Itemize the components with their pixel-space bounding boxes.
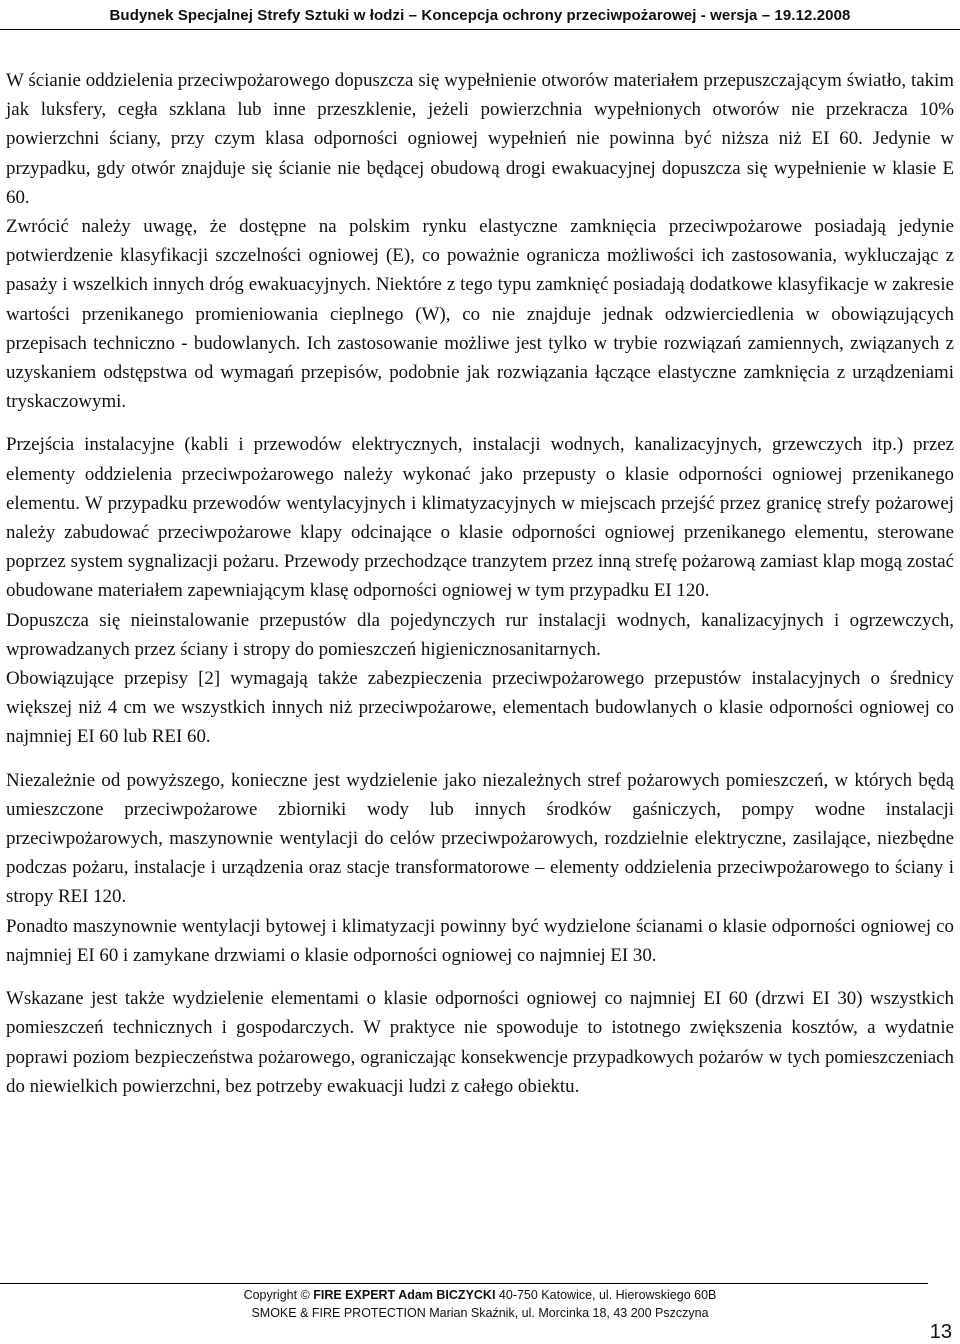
page-footer — [0, 1286, 960, 1322]
paragraph-flexible-closures: Zwrócić należy uwagę, że dostępne na polskim rynku elastyczne zamknięcia przeciwpożarowe posiadają jedynie potwierdzenie klasyfikacji szczelności ogniowej (E), co poważnie ogranicza możliwości ich zastosowania, wykluczając z pasaży i wszelkich innych dróg ewakuacyjnych. Niektóre z tego typu zamknięć posiadają dodatkowe klasyfikacje w zakresie wartości przenikanego promieniowania cieplnego (W), co nie znajduje jednak odzwierciedlenia w obowiązujących przepisach techniczno - budowlanych. Ich zastosowanie możliwe jest tylko w trybie rozwiązań zamiennych, związanych z uzyskaniem odstępstwa od wymagań przepisów, podobnie jak rozwiązania łączące elastyczne zamknięcia z urządzeniami tryskaczowymi. — [6, 216, 954, 413]
paragraph-single-pipes: Dopuszcza się nieinstalowanie przepustów dla pojedynczych rur instalacji wodnych, kanalizacyjnych i ogrzewczych, wprowadzanych przez ściany i stropy do pomieszczeń higienicznosanitarnych. — [6, 609, 954, 660]
footer-second-line: SMOKE & FIRE PROTECTION Marian Skaźnik, ul. Morcinka 18, 43 200 Pszczyna — [251, 1306, 709, 1320]
footer-copyright-line — [0, 1286, 960, 1304]
header-divider — [0, 29, 960, 30]
paragraph-installation-penetrations: Przejścia instalacyjne (kabli i przewodów elektrycznych, instalacji wodnych, kanalizacyjnych, grzewczych itp.) przez elementy oddzielenia przeciwpożarowego należy wykonać jako przepusty o klasie odporności ogniowej przenikanego elementu. W przypadku przewodów wentylacyjnych i klimatyzacyjnych w miejscach przejść przez granicę strefy pożarowej należy zabudować przeciwpożarowe klapy odcinające o klasie odporności ogniowej przenikanego elementu, sterowane poprzez system sygnalizacji pożaru. Przewody przechodzące tranzytem przez inną strefę pożarową zamiast klap mogą zostać obudowane materiałem zapewniającym klasę odporności ogniowej w tym przypadku EI 120. — [6, 434, 954, 602]
paragraph-technical-rooms: Wskazane jest także wydzielenie elementami o klasie odporności ogniowej co najmniej EI 60 (drzwi EI 30) wszystkich pomieszczeń technicznych i gospodarczych. W praktyce nie spowoduje to istotnego zwiększenia kosztów, a wydatnie poprawi poziom bezpieczeństwa pożarowego, ograniczając konsekwencje przypadkowych pożarów w tych pomieszczeniach do niewielkich powierzchni, bez potrzeby ewakuacji ludzi z całego obiektu. — [6, 988, 954, 1097]
page-number: 13 — [929, 1321, 952, 1343]
footer-company-name: FIRE EXPERT Adam BICZYCKI — [313, 1288, 496, 1302]
paragraph-separate-fire-zones: Niezależnie od powyższego, konieczne jest wydzielenie jako niezależnych stref pożarowych pomieszczeń, w których będą umieszczone przeciwpożarowe zbiorniki wody lub innych środków gaśniczych, pompy wodne instalacji przeciwpożarowych, maszynownie wentylacji do celów przeciwpożarowych, rozdzielnie elektryczne, zasilające, niezbędne podczas pożaru, instalacje i urządzenia oraz stacje transformatorowe – elementy oddzielenia przeciwpożarowego to ściany i stropy REI 120. — [6, 769, 954, 908]
page-header: Budynek Specjalnej Strefy Sztuki w łodzi – Koncepcja ochrony przeciwpożarowej - wersja – 19.12.2008 — [109, 7, 851, 24]
footer-company-address: 40-750 Katowice, ul. Hierowskiego 60B — [495, 1288, 717, 1302]
footer-copyright-prefix: Copyright © — [243, 1288, 314, 1302]
paragraph-regulations: Obowiązujące przepisy [2] wymagają także zabezpieczenia przeciwpożarowego przepustów instalacyjnych o średnicy większej niż 4 cm we wszystkich innych niż przeciwpożarowe, elementach budowlanych o klasie odporności ogniowej co najmniej EI 60 lub REI 60. — [6, 668, 954, 748]
footer-divider — [0, 1283, 928, 1284]
paragraph-machine-rooms: Ponadto maszynownie wentylacji bytowej i klimatyzacji powinny być wydzielone ścianami o klasie odporności ogniowej co najmniej EI 60 i zamykane drzwiami o klasie odporności ogniowej co najmniej EI 30. — [6, 915, 954, 966]
document-body — [6, 66, 954, 1101]
paragraph-glass-infill: W ścianie oddzielenia przeciwpożarowego dopuszcza się wypełnienie otworów materiałem przepuszczającym światło, takim jak luksfery, cegła szklana lub inne przeszklenie, jeżeli powierzchnia wypełnionych otworów nie przekracza 10% powierzchni ściany, przy czym klasa odporności ogniowej wypełnień nie powinna być niższa niż EI 60. Jedynie w przypadku, gdy otwór znajduje się ścianie nie będącej obudową drogi ewakuacyjnej dopuszcza się wypełnienie w klasie E 60. — [6, 70, 954, 208]
